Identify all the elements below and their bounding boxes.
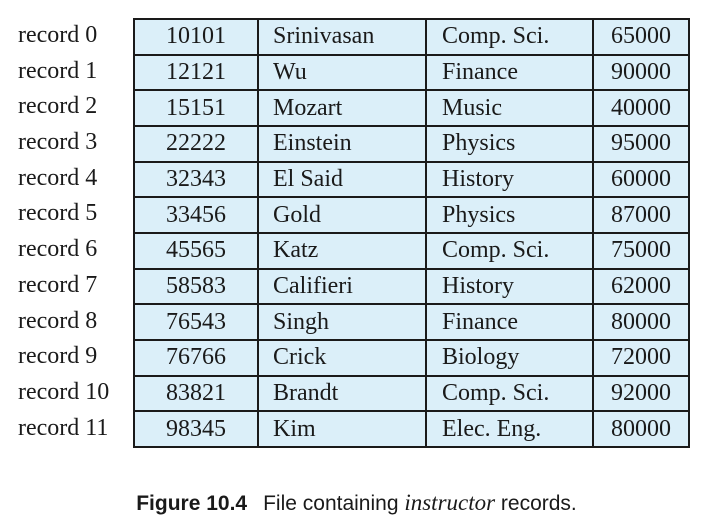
record-label: record 7 (18, 271, 98, 298)
record-label: record 3 (18, 129, 98, 156)
table-row (134, 340, 689, 376)
table-row (134, 19, 689, 55)
instructor-name-cell: Kim (258, 411, 426, 447)
instructor-id-cell: 22222 (134, 126, 258, 162)
record-label: record 8 (18, 307, 98, 334)
instructor-id-cell: 76766 (134, 340, 258, 376)
instructor-name-cell: Crick (258, 340, 426, 376)
table-row (134, 376, 689, 412)
salary-cell: 90000 (593, 55, 689, 91)
figure-number: Figure 10.4 (136, 492, 248, 515)
department-cell: Biology (426, 340, 593, 376)
salary-cell: 60000 (593, 162, 689, 198)
department-cell: History (426, 269, 593, 305)
instructor-name-cell: Gold (258, 197, 426, 233)
table-row (134, 55, 689, 91)
record-label: record 9 (18, 343, 98, 370)
instructor-id-cell: 98345 (134, 411, 258, 447)
salary-cell: 87000 (593, 197, 689, 233)
record-label: record 6 (18, 236, 98, 263)
table-row (134, 269, 689, 305)
record-label: record 4 (18, 164, 98, 191)
salary-cell: 65000 (593, 19, 689, 55)
salary-cell: 80000 (593, 411, 689, 447)
table-row (134, 233, 689, 269)
salary-cell: 92000 (593, 376, 689, 412)
instructor-id-cell: 15151 (134, 90, 258, 126)
instructor-name-cell: Califieri (258, 269, 426, 305)
department-cell: Physics (426, 126, 593, 162)
record-label: record 2 (18, 93, 98, 120)
department-cell: Elec. Eng. (426, 411, 593, 447)
record-label: record 11 (18, 414, 109, 441)
instructor-name-cell: El Said (258, 162, 426, 198)
table-row (134, 162, 689, 198)
table-row (134, 126, 689, 162)
instructor-file-table (133, 18, 690, 448)
instructor-name-cell: Wu (258, 55, 426, 91)
salary-cell: 95000 (593, 126, 689, 162)
instructor-name-cell: Katz (258, 233, 426, 269)
department-cell: Finance (426, 304, 593, 340)
record-label: record 1 (18, 57, 98, 84)
table-row (134, 411, 689, 447)
department-cell: Comp. Sci. (426, 376, 593, 412)
instructor-id-cell: 83821 (134, 376, 258, 412)
record-label: record 5 (18, 200, 98, 227)
table-row (134, 304, 689, 340)
salary-cell: 62000 (593, 269, 689, 305)
instructor-name-cell: Einstein (258, 126, 426, 162)
record-label: record 0 (18, 22, 98, 48)
department-cell: History (426, 162, 593, 198)
caption-emphasis: instructor (404, 490, 496, 515)
instructor-id-cell: 12121 (134, 55, 258, 91)
caption-text-after: records. (495, 492, 577, 515)
instructor-name-cell: Mozart (258, 90, 426, 126)
figure-caption (0, 490, 713, 516)
table-row (134, 197, 689, 233)
salary-cell: 40000 (593, 90, 689, 126)
department-cell: Comp. Sci. (426, 19, 593, 55)
salary-cell: 72000 (593, 340, 689, 376)
instructor-id-cell: 45565 (134, 233, 258, 269)
department-cell: Music (426, 90, 593, 126)
salary-cell: 80000 (593, 304, 689, 340)
instructor-id-cell: 76543 (134, 304, 258, 340)
instructor-name-cell: Srinivasan (258, 19, 426, 55)
instructor-name-cell: Singh (258, 304, 426, 340)
instructor-id-cell: 32343 (134, 162, 258, 198)
record-labels (18, 18, 130, 446)
department-cell: Finance (426, 55, 593, 91)
caption-text-before: File containing (263, 492, 405, 515)
department-cell: Comp. Sci. (426, 233, 593, 269)
record-label: record 10 (18, 378, 110, 405)
department-cell: Physics (426, 197, 593, 233)
instructor-id-cell: 10101 (134, 19, 258, 55)
salary-cell: 75000 (593, 233, 689, 269)
table-row (134, 90, 689, 126)
instructor-id-cell: 58583 (134, 269, 258, 305)
instructor-name-cell: Brandt (258, 376, 426, 412)
instructor-id-cell: 33456 (134, 197, 258, 233)
